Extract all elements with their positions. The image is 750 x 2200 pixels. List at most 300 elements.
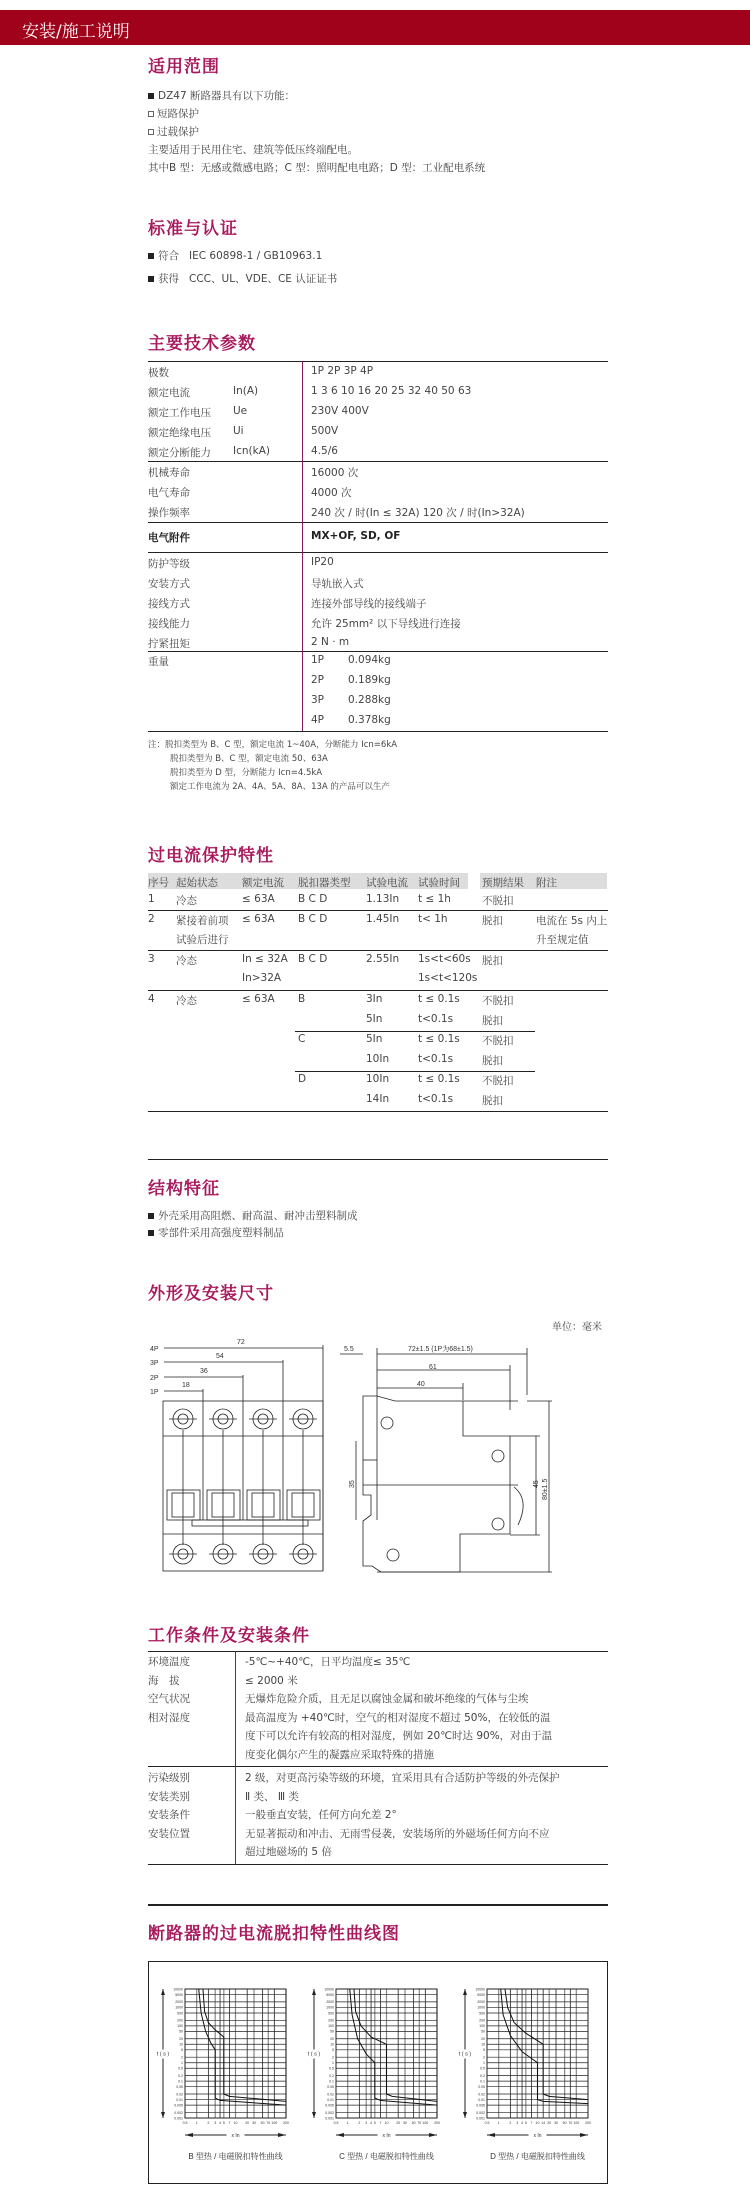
x-tick-label: 0.5 bbox=[333, 2121, 339, 2125]
chart-c bbox=[308, 1987, 440, 2161]
y-tick-label: 0.05 bbox=[327, 2084, 334, 2089]
table-cell: 2.55In bbox=[366, 953, 400, 965]
spec-note: 注：脱扣类型为 B、C 型，额定电流 1~40A，分断能力 Icn=6kA bbox=[148, 740, 398, 750]
table-cell: 1s<t<120s bbox=[418, 972, 478, 984]
y-tick-label: 1 bbox=[181, 2061, 183, 2066]
table-cell: 2 bbox=[148, 913, 155, 925]
width-label: 18 bbox=[182, 1382, 190, 1389]
y-tick-label: 5 bbox=[181, 2048, 183, 2053]
spec-note: 额定工作电流为 2A、4A、5A、8A、13A 的产品可以生产 bbox=[170, 782, 390, 792]
y-tick-label: 10 bbox=[179, 2042, 183, 2047]
x-tick-label: 50 bbox=[562, 2121, 567, 2125]
structure-item-text: 外壳采用高阻燃、耐高温、耐冲击塑料制成 bbox=[158, 1210, 358, 1222]
x-tick-label: 2 bbox=[207, 2121, 210, 2125]
y-tick-label: 0.002 bbox=[174, 2110, 183, 2115]
spec-unit: Ue bbox=[233, 405, 248, 417]
column-header: 试验时间 bbox=[418, 877, 460, 889]
weight-value: 0.094kg bbox=[348, 654, 391, 666]
table-rule bbox=[148, 1111, 608, 1112]
y-tick-label: 0.001 bbox=[174, 2116, 183, 2121]
x-tick-label: 1 bbox=[346, 2121, 349, 2125]
y-tick-label: 5000 bbox=[175, 1992, 183, 1997]
spec-label: 拧紧扭矩 bbox=[148, 638, 190, 650]
table-cell: 1 bbox=[148, 893, 155, 905]
table-cell: B C D bbox=[298, 913, 328, 925]
condition-value: 无显著振动和冲击、无雨雪侵袭，安装场所的外磁场任何方向不应 bbox=[245, 1827, 550, 1840]
condition-value: 2 级，对更高污染等级的环境，宜采用具有合适防护等级的外壳保护 bbox=[245, 1772, 560, 1784]
y-tick-label: 0.005 bbox=[174, 2103, 183, 2108]
y-tick-label: 1 bbox=[332, 2061, 334, 2066]
spec-label: 额定电流 bbox=[148, 387, 190, 399]
x-tick-label: 5 bbox=[373, 2121, 376, 2125]
weight-value: 0.378kg bbox=[348, 714, 391, 726]
table-cell: 不脱扣 bbox=[482, 995, 514, 1007]
x-tick-label: 200 bbox=[434, 2121, 440, 2125]
table-cell: t<0.1s bbox=[418, 1093, 454, 1105]
table-cell: t< 1h bbox=[418, 913, 448, 925]
trip-curve-charts bbox=[148, 1961, 608, 2184]
dim-61: 61 bbox=[429, 1364, 437, 1371]
table-cell: t ≤ 0.1s bbox=[418, 993, 460, 1005]
table-cell: 不脱扣 bbox=[482, 1035, 514, 1047]
condition-label: 安装位置 bbox=[148, 1827, 190, 1840]
table-cell: 1.13In bbox=[366, 893, 400, 905]
y-tick-label: 200 bbox=[328, 2018, 334, 2023]
section-title-standards: 标准与认证 bbox=[148, 219, 238, 239]
y-tick-label: 0.001 bbox=[476, 2116, 485, 2121]
y-tick-label: 0.02 bbox=[327, 2092, 334, 2097]
y-tick-label: 0.1 bbox=[480, 2079, 485, 2084]
y-axis-label: t ( s ) bbox=[156, 2051, 170, 2058]
x-tick-label: 2 bbox=[509, 2121, 512, 2125]
chart-caption: C 型热 / 电磁脱扣特性曲线 bbox=[339, 2152, 434, 2161]
y-tick-label: 0.2 bbox=[178, 2073, 183, 2078]
y-tick-label: 200 bbox=[479, 2018, 485, 2023]
y-tick-label: 10 bbox=[330, 2042, 334, 2047]
table-cell: 14In bbox=[366, 1093, 390, 1105]
y-tick-label: 0.05 bbox=[176, 2084, 183, 2089]
x-tick-label: 30 bbox=[403, 2121, 407, 2125]
table-cell: 试验后进行 bbox=[176, 934, 229, 946]
condition-value: 度下可以允许有较高的相对湿度，例如 20℃时达 90%，对由于温 bbox=[245, 1730, 553, 1742]
table-rule bbox=[148, 950, 608, 951]
spec-label: 额定绝缘电压 bbox=[148, 427, 211, 439]
y-tick-label: 0.5 bbox=[480, 2066, 485, 2071]
table-cell: 电流在 5s 内上 bbox=[536, 915, 608, 927]
y-tick-label: 5 bbox=[332, 2048, 334, 2053]
section-title-structure: 结构特征 bbox=[148, 1179, 220, 1199]
table-cell: 冷态 bbox=[176, 995, 197, 1007]
condition-value: 度变化偶尔产生的凝露应采取特殊的措施 bbox=[245, 1748, 434, 1761]
spec-value: 导轨嵌入式 bbox=[311, 578, 364, 590]
table-cell: 紧接着前项 bbox=[176, 915, 229, 927]
spec-note: 脱扣类型为 B、C 型，额定电流 50、63A bbox=[170, 754, 328, 764]
y-tick-label: 5000 bbox=[326, 1992, 334, 1997]
structure-item bbox=[148, 1225, 284, 1240]
condition-value: 无爆炸危险介质，且无足以腐蚀金属和破坏绝缘的气体与尘埃 bbox=[245, 1693, 529, 1705]
pole-label: 2P bbox=[150, 1375, 159, 1382]
table-rule bbox=[148, 1864, 608, 1865]
spec-label: 接线能力 bbox=[148, 618, 190, 630]
table-cell: t ≤ 1h bbox=[418, 893, 451, 905]
y-tick-label: 1000 bbox=[175, 2005, 183, 2010]
y-tick-label: 200 bbox=[177, 2018, 183, 2023]
width-label: 72 bbox=[237, 1339, 245, 1346]
table-cell: t ≤ 0.1s bbox=[418, 1033, 460, 1045]
table-cell: ≤ 63A bbox=[242, 893, 275, 905]
y-tick-label: 2 bbox=[332, 2055, 334, 2060]
x-tick-label: 10 bbox=[384, 2121, 389, 2125]
table-rule bbox=[148, 552, 608, 553]
scope-intro-text: DZ47 断路器具有以下功能： bbox=[158, 90, 295, 102]
spec-value: 1P 2P 3P 4P bbox=[311, 365, 374, 377]
trip-type: D bbox=[298, 1073, 307, 1085]
column-header: 预期结果 bbox=[482, 877, 524, 889]
width-label: 54 bbox=[216, 1353, 224, 1360]
y-tick-label: 100 bbox=[177, 2024, 183, 2029]
y-axis-label: t ( s ) bbox=[307, 2051, 321, 2058]
weight-pole: 4P bbox=[311, 714, 325, 726]
y-tick-label: 50 bbox=[330, 2029, 334, 2034]
spec-value: 500V bbox=[311, 425, 339, 437]
table-cell: 3 bbox=[148, 953, 155, 965]
front-view bbox=[150, 1339, 323, 1571]
y-tick-label: 10000 bbox=[475, 1987, 485, 1992]
x-tick-label: 20 bbox=[245, 2121, 250, 2125]
table-cell: t ≤ 0.1s bbox=[418, 1073, 460, 1085]
table-cell: 升至规定值 bbox=[536, 934, 589, 946]
y-tick-label: 0.002 bbox=[325, 2110, 334, 2115]
table-cell: 5In bbox=[366, 1033, 383, 1045]
x-tick-label: 1 bbox=[497, 2121, 500, 2125]
condition-value: 超过地磁场的 5 倍 bbox=[245, 1846, 332, 1858]
section-title-scope: 适用范围 bbox=[148, 57, 220, 77]
x-tick-label: 70 bbox=[266, 2121, 271, 2125]
spec-unit: In(A) bbox=[233, 385, 259, 397]
x-tick-label: 4 bbox=[521, 2121, 524, 2125]
x-tick-label: 3 bbox=[516, 2121, 519, 2125]
y-tick-label: 0.1 bbox=[329, 2079, 334, 2084]
table-cell: 不脱扣 bbox=[482, 1075, 514, 1087]
x-tick-label: 3 bbox=[365, 2121, 368, 2125]
y-tick-label: 5 bbox=[483, 2048, 485, 2053]
table-cell: 1s<t<60s bbox=[418, 953, 471, 965]
scope-item bbox=[148, 124, 199, 139]
table-rule bbox=[148, 990, 608, 991]
x-tick-label: 0.5 bbox=[182, 2121, 188, 2125]
scope-item-text: 短路保护 bbox=[157, 108, 199, 120]
y-tick-label: 0.5 bbox=[178, 2066, 183, 2071]
y-tick-label: 0.5 bbox=[329, 2066, 334, 2071]
spec-label: 电气附件 bbox=[148, 532, 190, 544]
condition-label: 海 拔 bbox=[148, 1674, 180, 1687]
chart-d bbox=[459, 1987, 591, 2161]
x-tick-label: 30 bbox=[554, 2121, 558, 2125]
x-tick-label: 10 bbox=[233, 2121, 238, 2125]
pole-label: 4P bbox=[150, 1346, 159, 1353]
table-rule bbox=[148, 361, 608, 362]
spec-value: MX+OF, SD, OF bbox=[311, 530, 401, 542]
x-tick-label: 200 bbox=[585, 2121, 591, 2125]
x-tick-label: 30 bbox=[252, 2121, 256, 2125]
x-tick-label: 50 bbox=[411, 2121, 416, 2125]
y-tick-label: 10 bbox=[481, 2042, 485, 2047]
y-tick-label: 500 bbox=[328, 2011, 334, 2016]
table-rule bbox=[295, 1071, 535, 1072]
spec-value: 4000 次 bbox=[311, 487, 352, 499]
table-cell: 脱扣 bbox=[482, 955, 503, 967]
spec-label: 重量 bbox=[148, 656, 169, 668]
table-rule bbox=[148, 910, 608, 911]
condition-value: ≤ 2000 米 bbox=[245, 1674, 298, 1687]
weight-value: 0.288kg bbox=[348, 694, 391, 706]
table-cell: B C D bbox=[298, 953, 328, 965]
y-tick-label: 0.2 bbox=[329, 2073, 334, 2078]
condition-label: 安装条件 bbox=[148, 1809, 190, 1821]
scope-item-text: 过载保护 bbox=[157, 126, 199, 138]
x-tick-label: 7 bbox=[530, 2121, 533, 2125]
table-rule bbox=[148, 1651, 608, 1652]
table-cell: ≤ 63A bbox=[242, 993, 275, 1005]
scope-types: 其中B 型：无感或微感电路；C 型：照明配电电路；D 型：工业配电系统 bbox=[148, 162, 486, 174]
bullet-icon bbox=[148, 1213, 154, 1219]
curve-lower bbox=[199, 1989, 286, 2105]
dim-depth: 72±1.5 (1P为68±1.5) bbox=[408, 1346, 473, 1353]
column-header: 序号 bbox=[148, 877, 169, 889]
x-tick-label: 4 bbox=[219, 2121, 222, 2125]
width-label: 36 bbox=[200, 1368, 208, 1375]
pole-label: 1P bbox=[150, 1389, 159, 1396]
y-tick-label: 2 bbox=[181, 2055, 183, 2060]
spec-label: 机械寿命 bbox=[148, 467, 190, 479]
scope-item bbox=[148, 106, 199, 121]
table-cell: 不脱扣 bbox=[482, 895, 514, 907]
x-tick-label: 3 bbox=[214, 2121, 217, 2125]
y-tick-label: 0.1 bbox=[178, 2079, 183, 2084]
x-tick-label: 50 bbox=[260, 2121, 265, 2125]
spec-unit: Icn(kA) bbox=[233, 445, 270, 457]
dim-35: 35 bbox=[349, 1480, 356, 1488]
dimension-drawing bbox=[148, 1335, 608, 1580]
bullet-icon bbox=[148, 276, 154, 282]
y-tick-label: 0.2 bbox=[480, 2073, 485, 2078]
spec-value: 2 N · m bbox=[311, 636, 350, 648]
y-tick-label: 0.002 bbox=[476, 2110, 485, 2115]
y-tick-label: 0.01 bbox=[327, 2097, 334, 2102]
x-axis-label: x In bbox=[533, 2133, 542, 2139]
bullet-icon bbox=[148, 253, 154, 259]
section-title-dimensions: 外形及安装尺寸 bbox=[148, 1284, 274, 1304]
spec-value: 230V 400V bbox=[311, 405, 369, 417]
spec-label: 极数 bbox=[148, 367, 169, 379]
column-header: 起始状态 bbox=[176, 877, 218, 889]
section-title-specs: 主要技术参数 bbox=[148, 334, 256, 354]
table-rule bbox=[148, 731, 608, 732]
y-tick-label: 2000 bbox=[477, 2000, 485, 2005]
y-tick-label: 20 bbox=[179, 2037, 183, 2042]
column-header: 脱扣器类型 bbox=[298, 877, 351, 889]
y-tick-label: 0.05 bbox=[478, 2084, 485, 2089]
y-tick-label: 100 bbox=[479, 2024, 485, 2029]
dim-40: 40 bbox=[417, 1381, 425, 1388]
table-cell: 冷态 bbox=[176, 955, 197, 967]
structure-item bbox=[148, 1208, 358, 1223]
x-tick-label: 10 bbox=[535, 2121, 540, 2125]
y-tick-label: 500 bbox=[177, 2011, 183, 2016]
spec-unit: Ui bbox=[233, 425, 244, 437]
x-tick-label: 200 bbox=[283, 2121, 289, 2125]
x-tick-label: 100 bbox=[573, 2121, 580, 2125]
condition-label: 安装类别 bbox=[148, 1790, 190, 1803]
x-tick-label: 70 bbox=[417, 2121, 422, 2125]
y-tick-label: 10000 bbox=[173, 1987, 183, 1992]
x-tick-label: 20 bbox=[396, 2121, 401, 2125]
x-tick-label: 4 bbox=[370, 2121, 373, 2125]
y-tick-label: 2 bbox=[483, 2055, 485, 2060]
x-tick-label: 2 bbox=[358, 2121, 361, 2125]
unit-label: 单位：毫米 bbox=[552, 1322, 602, 1333]
x-tick-label: 5 bbox=[222, 2121, 225, 2125]
x-tick-label: 14 bbox=[541, 2121, 546, 2125]
spec-label: 安装方式 bbox=[148, 578, 190, 590]
y-tick-label: 50 bbox=[481, 2029, 485, 2034]
trip-type: C bbox=[298, 1033, 306, 1045]
spec-value: 240 次 / 时(In ≤ 32A) 120 次 / 时(In>32A) bbox=[311, 507, 525, 519]
x-tick-label: 20 bbox=[547, 2121, 552, 2125]
chart-caption: D 型热 / 电磁脱扣特性曲线 bbox=[490, 2152, 585, 2161]
condition-value: -5℃~+40℃，日平均温度≤ 35℃ bbox=[245, 1656, 411, 1668]
y-tick-label: 2000 bbox=[326, 2000, 334, 2005]
bullet-icon bbox=[148, 1230, 154, 1236]
weight-pole: 2P bbox=[311, 674, 325, 686]
condition-value: 最高温度为 +40℃时，空气的相对湿度不超过 50%，在较低的温 bbox=[245, 1711, 551, 1724]
x-tick-label: 5 bbox=[524, 2121, 527, 2125]
spec-label: 额定分断能力 bbox=[148, 447, 211, 459]
y-tick-label: 1 bbox=[483, 2061, 485, 2066]
scope-intro bbox=[148, 88, 295, 103]
spec-value: 1 3 6 10 16 20 25 32 40 50 63 bbox=[311, 385, 472, 397]
checkbox-square-icon bbox=[148, 129, 154, 135]
y-tick-label: 2000 bbox=[175, 2000, 183, 2005]
scope-main: 主要适用于民用住宅、建筑等低压终端配电。 bbox=[148, 144, 358, 156]
header-title: 安装/施工说明 bbox=[22, 22, 130, 42]
table-rule bbox=[148, 1159, 608, 1160]
pole-label: 3P bbox=[150, 1360, 159, 1367]
weight-pole: 3P bbox=[311, 694, 325, 706]
chart-b bbox=[157, 1987, 289, 2161]
condition-label: 空气状况 bbox=[148, 1693, 190, 1705]
table-cell: t<0.1s bbox=[418, 1053, 454, 1065]
bullet-icon bbox=[148, 93, 154, 99]
table-cell: 3In bbox=[366, 993, 383, 1005]
table-rule bbox=[148, 461, 608, 462]
y-tick-label: 1000 bbox=[326, 2005, 334, 2010]
table-cell: 脱扣 bbox=[482, 1095, 503, 1107]
column-divider bbox=[235, 1651, 236, 1864]
weight-pole: 1P bbox=[311, 654, 325, 666]
standard-item bbox=[148, 271, 337, 286]
y-tick-label: 0.02 bbox=[176, 2092, 183, 2097]
table-cell: 10In bbox=[366, 1053, 390, 1065]
table-cell: 脱扣 bbox=[482, 1055, 503, 1067]
header-bar bbox=[0, 10, 750, 45]
spec-label: 额定工作电压 bbox=[148, 407, 211, 419]
dim-offset: 5.5 bbox=[344, 1346, 354, 1353]
column-divider bbox=[302, 361, 303, 731]
spec-label: 电气寿命 bbox=[148, 487, 190, 499]
table-cell: t<0.1s bbox=[418, 1013, 454, 1025]
table-cell: ≤ 63A bbox=[242, 913, 275, 925]
x-axis-label: x In bbox=[231, 2133, 240, 2139]
y-tick-label: 5000 bbox=[477, 1992, 485, 1997]
x-tick-label: 0.5 bbox=[484, 2121, 490, 2125]
condition-value: Ⅱ 类、 Ⅲ 类 bbox=[245, 1790, 299, 1803]
table-cell: 脱扣 bbox=[482, 915, 503, 927]
table-rule bbox=[295, 1031, 535, 1032]
section-title-conditions: 工作条件及安装条件 bbox=[148, 1626, 310, 1646]
x-axis-label: x In bbox=[382, 2133, 391, 2139]
spec-value: 4.5/6 bbox=[311, 445, 338, 457]
y-tick-label: 0.005 bbox=[325, 2103, 334, 2108]
column-header: 额定电流 bbox=[242, 877, 284, 889]
table-cell: 1.45In bbox=[366, 913, 400, 925]
condition-value: 一般垂直安装，任何方向允差 2° bbox=[245, 1809, 397, 1821]
condition-label: 环境温度 bbox=[148, 1656, 190, 1668]
side-view bbox=[340, 1344, 552, 1572]
x-tick-label: 7 bbox=[379, 2121, 382, 2125]
y-tick-label: 10000 bbox=[324, 1987, 334, 1992]
condition-label: 污染级别 bbox=[148, 1772, 190, 1784]
structure-item-text: 零部件采用高强度塑料制品 bbox=[158, 1227, 284, 1239]
y-tick-label: 20 bbox=[481, 2037, 485, 2042]
y-tick-label: 0.001 bbox=[325, 2116, 334, 2121]
chart-caption: B 型热 / 电磁脱扣特性曲线 bbox=[188, 2152, 283, 2161]
table-cell: B C D bbox=[298, 893, 328, 905]
y-tick-label: 0.01 bbox=[176, 2097, 183, 2102]
y-axis-label: t ( s ) bbox=[458, 2051, 472, 2058]
table-cell: 5In bbox=[366, 1013, 383, 1025]
x-tick-label: 100 bbox=[422, 2121, 429, 2125]
table-rule bbox=[148, 1766, 608, 1767]
spec-value: IP20 bbox=[311, 556, 334, 568]
spec-label: 防护等级 bbox=[148, 558, 190, 570]
y-tick-label: 0.005 bbox=[476, 2103, 485, 2108]
divider bbox=[148, 1904, 608, 1906]
standard-value: CCC、UL、VDE、CE 认证证书 bbox=[189, 273, 338, 285]
y-tick-label: 100 bbox=[328, 2024, 334, 2029]
condition-label: 相对湿度 bbox=[148, 1711, 190, 1724]
spec-label: 接线方式 bbox=[148, 598, 190, 610]
spec-note: 脱扣类型为 D 型，分断能力 Icn=4.5kA bbox=[170, 768, 323, 778]
table-cell: In ≤ 32A bbox=[242, 953, 288, 965]
section-title-overcurrent: 过电流保护特性 bbox=[148, 846, 274, 866]
table-rule bbox=[148, 651, 608, 652]
table-cell: 脱扣 bbox=[482, 1015, 503, 1027]
standard-label: 获得 bbox=[158, 273, 179, 285]
table-cell: 10In bbox=[366, 1073, 390, 1085]
y-tick-label: 500 bbox=[479, 2011, 485, 2016]
table-cell: 冷态 bbox=[176, 895, 197, 907]
spec-label: 操作频率 bbox=[148, 507, 190, 519]
curve-lower bbox=[350, 1989, 437, 2105]
standard-value: IEC 60898-1 / GB10963.1 bbox=[189, 250, 323, 262]
dim-45: 45 bbox=[533, 1480, 540, 1488]
table-cell: In>32A bbox=[242, 972, 282, 984]
spec-value: 连接外部导线的接线端子 bbox=[311, 598, 427, 610]
table-cell: 4 bbox=[148, 993, 155, 1005]
standard-item bbox=[148, 248, 322, 263]
x-tick-label: 70 bbox=[568, 2121, 573, 2125]
